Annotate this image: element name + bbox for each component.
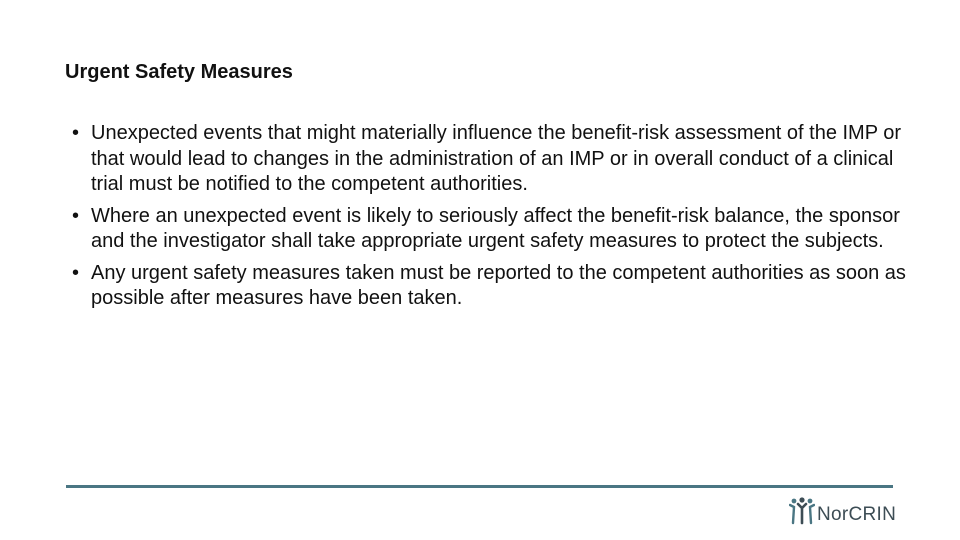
logo-wordmark: NorCRIN [817,504,897,525]
bullet-text: Any urgent safety measures taken must be reported to the competent authorities as soon as possible after measures have been taken. [91,261,906,309]
bullet-item [72,121,912,198]
bullet-item [72,261,912,312]
bullet-dot: • [72,204,80,227]
bullet-item [72,204,912,255]
bullet-dot: • [72,261,80,284]
people-figures-icon [789,497,815,525]
bullet-text: Unexpected events that might materially influence the benefit-risk assessment of the IMP or that would lead to changes in the administration of an IMP or in overall conduct of a clinical trial must be notified to the competent authorities. [91,122,902,195]
footer-divider [66,485,893,488]
bullet-list [72,121,912,318]
bullet-text: Where an unexpected event is likely to seriously affect the benefit-risk balance, the sponsor and the investigator shall take appropriate urgent safety measures to protect the subjects. [91,204,900,252]
norcrin-logo [789,497,896,525]
bullet-dot: • [72,122,80,144]
slide-title: Urgent Safety Measures [65,61,293,83]
